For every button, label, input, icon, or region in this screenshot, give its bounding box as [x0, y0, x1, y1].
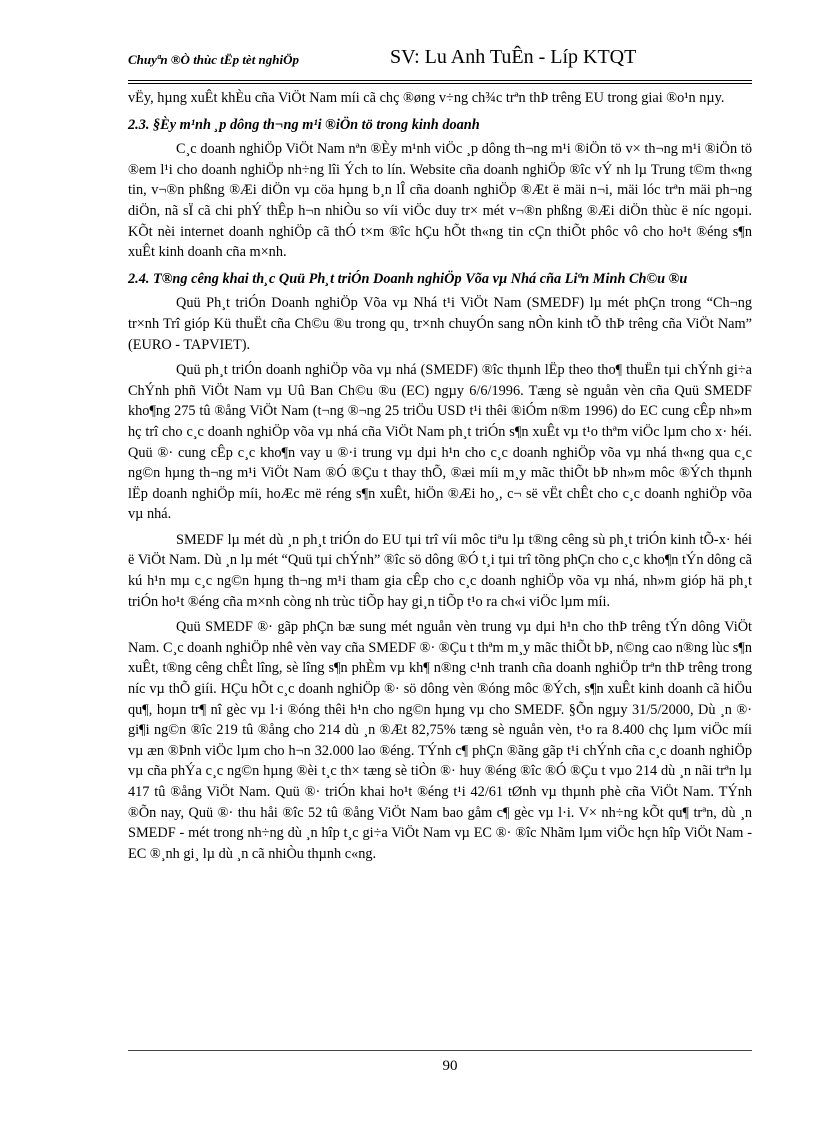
header-rule	[128, 80, 752, 81]
paragraph: Quü ph¸t triÓn doanh nghiÖp võa vµ nhá (SMEDF) ®îc thµnh lËp theo tho¶ thuËn tµi chÝnh gi÷a ChÝnh phñ ViÖt Nam vµ Uû Ban Ch©u ®u (EC) ngµy 6/6/1996. Tæng sè nguån vèn cña Quü SMEDF kho¶ng 275 tû ®ång ViÖt Nam (t¬ng ®¬ng 25 triÖu USD t¹i thêi ®iÓm n®m 1996) do EC cung cÊp nh»m hç trî cho c¸c doanh nghiÖp võa vµ nhá cña ViÖt Nam ph¸t triÓn s¶n xuÊt vµ t¹o thªm viÖc lµm cho x· héi. Quü ®· cung cÊp c¸c kho¶n vay u ®·i trung vµ dµi h¹n cho c¸c doanh nghiÖp võa vµ nhá th«ng qua c¸c ng©n hµng th¬ng m¹i ViÖt Nam ®Ó ®Çu t thay thÕ, ®æi míi m¸y mãc thiÕt bÞ nh»m môc ®Ých thµnh lËp doanh nghiÖp míi, hoÆc më réng s¶n xuÊt, hiÖn ®Æi ho¸, c¬ së vËt chÊt cho c¸c doanh nghiÖp võa vµ nhá.	[128, 362, 752, 523]
paragraph: C¸c doanh nghiÖp ViÖt Nam nªn ®Èy m¹nh viÖc ¸p dông th¬ng m¹i ®iÖn tö v× th¬ng m¹i ®iÖn tö ®em l¹i cho doanh nghiÖp nh÷ng lîi Ých to lín. Website cña doanh nghiÖp ®îc vÝ nh lµ Trung t©m th«ng tin, v¬®n phßng ®Æi diÖn vµ cöa hµng b¸n lÎ cña doanh nghiÖp ®Æt ë mäi n¬i, mäi lóc trªn mäi ph¬ng diÖn, nã sÏ cã chi phÝ thÊp h¬n nhiÒu so víi viÖc duy tr× mét v¬®n phßng ®Æi diÖn thùc ë níc ngoµi. KÕt nèi internet doanh nghiÖp cã thÓ t×m ®îc hÇu hÕt th«ng tin cÇn thiÕt phôc vô cho ho¹t ®éng s¶n xuÊt kinh doanh cña m×nh.	[128, 141, 752, 261]
page-number: 90	[442, 1058, 458, 1074]
paragraph: Quü SMEDF ®· gãp phÇn bæ sung mét nguån vèn trung vµ dµi h¹n cho thÞ trêng tÝn dông ViÖt Nam. C¸c doanh nghiÖp nhê vèn vay cña SMEDF ®· ®Çu t thªm m¸y mãc thiÕt bÞ, n©ng cao n®ng lùc s¶n xuÊt, t®ng cêng chÊt lîng, sè lîng s¶n phÈm vµ kh¶ n®ng c¹nh tranh cña doanh nghiÖp trªn thÞ trêng trong níc vµ thÕ giíi. HÇu hÕt c¸c doanh nghiÖp ®· sö dông vèn ®óng môc ®Ých, s¶n xuÊt kinh doanh cã hiÖu qu¶, hoµn tr¶ nî gèc vµ l·i ®óng thêi h¹n cho ng©n hµng vµ cho SMEDF. §Õn ngµy 31/5/2000, Dù ¸n ®· gi¶i ng©n ®îc 219 tû ®ång cho 214 dù ¸n ®Æt 82,75% tæng sè nguån vèn, t¹o ra 8.400 chç lµm viÖc míi vµ æn ®Þnh viÖc lµm cho h¬n 32.000 lao ®éng. TÝnh c¶ phÇn ®ãng gãp t¹i chÝnh cña c¸c doanh nghiÖp vµ cña phÝa c¸c ng©n hµng ®èi t¸c th× tæng sè tiÒn ®· huy ®éng ®îc ®Ó ®Çu t vµo 214 dù ¸n nãi trªn lµ 417 tû ®ång ViÖt Nam. Quü ®· triÓn khai ho¹t ®éng t¹i 42/61 tØnh vµ thµnh phè cña ViÖt Nam. TÝnh ®Õn nay, Quü ®· thu håi ®îc 52 tû ®ång ViÖt Nam bao gåm c¶ gèc vµ l·i. V× nh÷ng kÕt qu¶ trªn, dù ¸n SMEDF - mét trong nh÷ng dù ¸n hîp t¸c gi÷a ViÖt Nam vµ EC ®· ®îc Nhãm lµm viÖc hçn hîp ViÖt Nam - EC ®¸nh gi¸ lµ dù ¸n cã nhiÒu thµnh c«ng.	[128, 619, 752, 862]
paragraph: vËy, hµng xuÊt khÈu cña ViÖt Nam míi cã chç ®øng v÷ng ch¾c trªn thÞ trêng EU trong giai ®o¹n nµy.	[128, 90, 725, 106]
paragraph: SMEDF lµ mét dù ¸n ph¸t triÓn do EU tµi trî víi môc tiªu lµ t®ng cêng sù ph¸t triÓn kinh tÕ-x· héi ë ViÖt Nam. Dù ¸n lµ mét “Quü tµi chÝnh” ®îc sö dông ®Ó t¸i tµi trî tõng phÇn cho c¸c kho¶n tÝn dông cã kú h¹n mµ c¸c ng©n hµng th¬ng m¹i tham gia cÊp cho c¸c doanh nghiÖp võa vµ nhá, nh»m gióp hä ph¸t triÓn ho¹t ®éng cña m×nh còng nh trùc tiÕp hay gi¸n tiÕp t¹o ra ch«i viÖc lµm míi.	[128, 531, 752, 610]
header-author: SV: Lu Anh TuÊn - Líp KTQT	[390, 46, 637, 68]
footer-rule	[128, 1050, 752, 1051]
paragraph: Quü Ph¸t triÓn Doanh nghiÖp Võa vµ Nhá t¹i ViÖt Nam (SMEDF) lµ mét phÇn trong “Ch¬ng tr×nh Trî gióp Kü thuËt cña Ch©u ®u trong qu¸ tr×nh chuyÓn sang nÒn kinh tÕ thÞ trêng cña ViÖt Nam” (EURO - TAPVIET).	[128, 295, 752, 353]
header-rule-secondary	[128, 83, 752, 84]
section-heading: 2.3. §Èy m¹nh ¸p dông th¬ng m¹i ®iÖn tö trong kinh doanh	[128, 116, 480, 133]
header-topic: Chuyªn ®Ò thùc tËp tèt nghiÖp	[128, 52, 300, 67]
page-header	[128, 46, 752, 80]
document-body	[128, 88, 752, 864]
section-heading: 2.4. T®ng cêng khai th¸c Quü Ph¸t triÓn Doanh nghiÖp Võa vµ Nhá cña Liªn Minh Ch©u ®u	[128, 270, 688, 287]
